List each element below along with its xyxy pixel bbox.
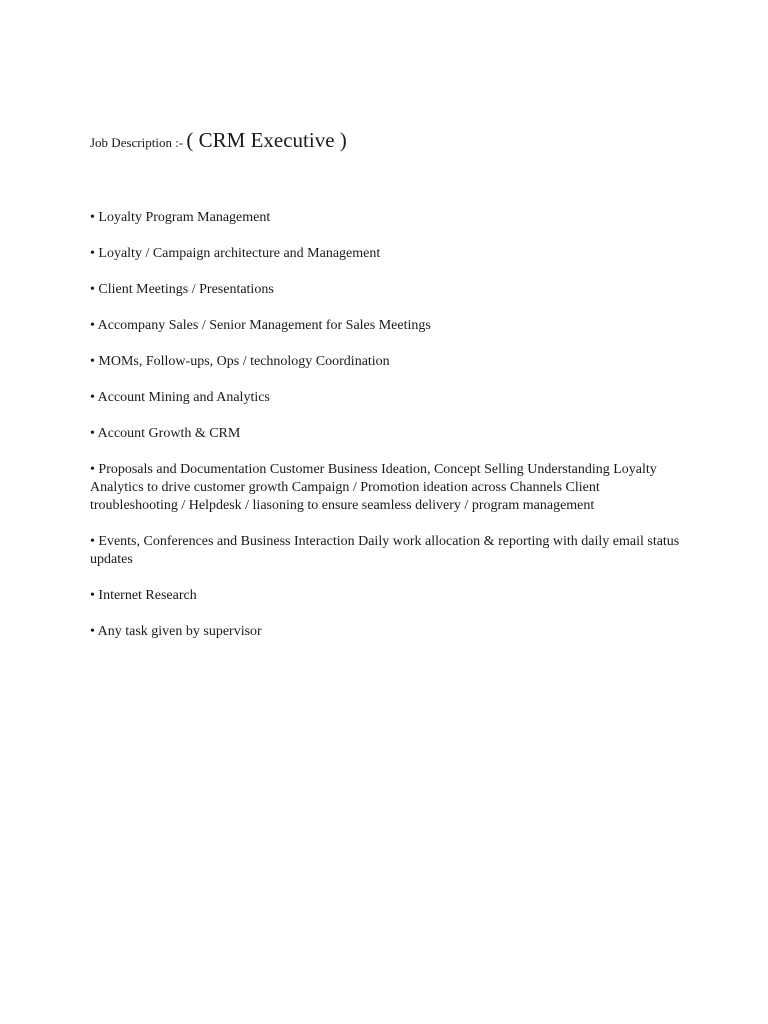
list-item: • Client Meetings / Presentations xyxy=(90,282,274,297)
list-item: • Proposals and Documentation Customer Business Ideation, Concept Selling Understanding Loyalty Analytics to drive customer growth Campaign / Promotion ideation across Channels Client troubleshooting / Helpdesk / liasoning to ensure seamless delivery / program management xyxy=(90,462,657,513)
list-item: • Account Mining and Analytics xyxy=(90,390,270,405)
list-item: • Account Growth & CRM xyxy=(90,426,241,441)
list-item: • Accompany Sales / Senior Management for Sales Meetings xyxy=(90,318,431,333)
duties-list xyxy=(90,209,690,659)
page-title xyxy=(90,128,347,153)
list-item: • Events, Conferences and Business Interaction Daily work allocation & reporting with daily email status updates xyxy=(90,534,680,567)
list-item: • Any task given by supervisor xyxy=(90,624,262,639)
list-item: • Internet Research xyxy=(90,588,197,603)
heading-title: ( CRM Executive ) xyxy=(186,128,347,152)
list-item: • MOMs, Follow-ups, Ops / technology Coordination xyxy=(90,354,390,369)
list-item: • Loyalty Program Management xyxy=(90,210,271,225)
heading-prefix: Job Description :- xyxy=(90,135,187,150)
list-item: • Loyalty / Campaign architecture and Management xyxy=(90,246,381,261)
